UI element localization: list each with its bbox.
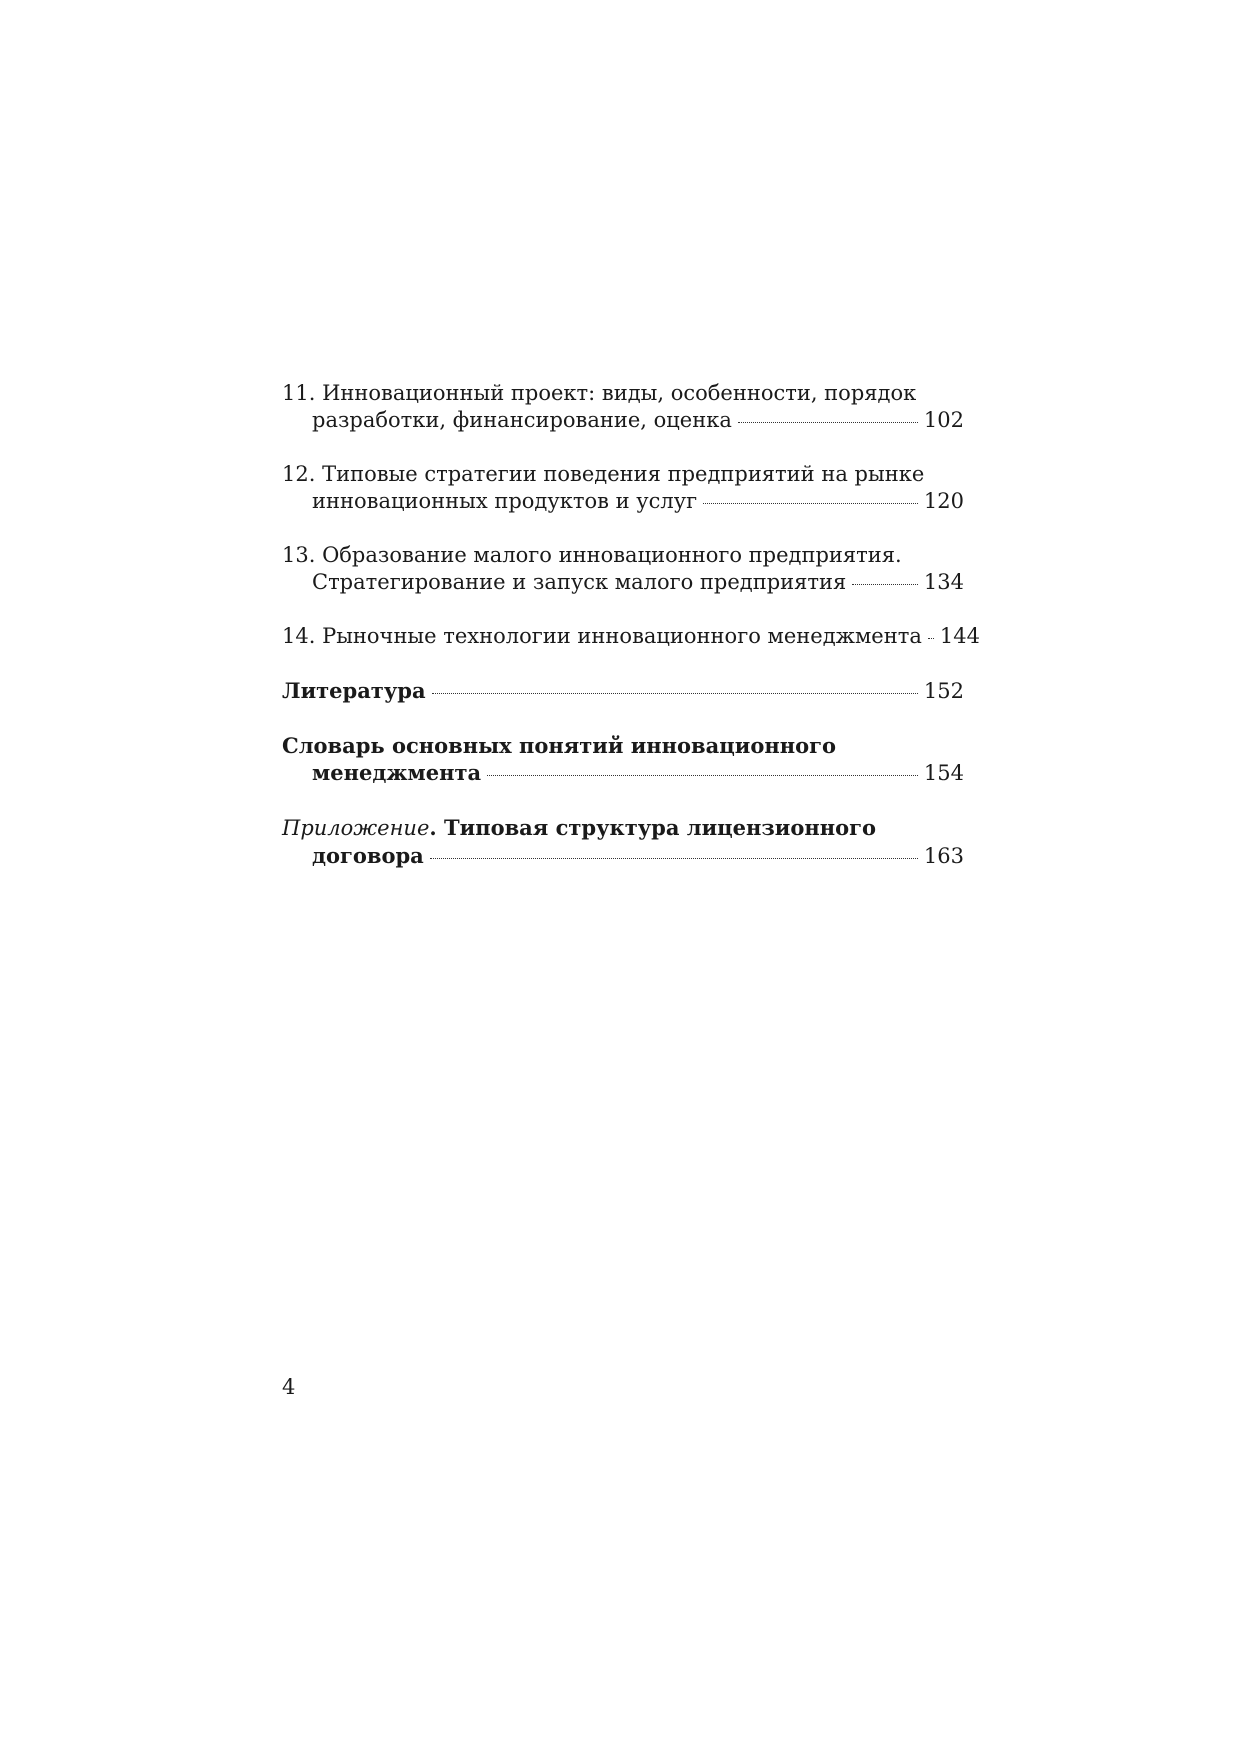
dot-leader — [852, 584, 918, 585]
toc-entry-title — [282, 814, 876, 842]
toc-entry-title: 13. Образование малого инновационного предприятия. — [282, 543, 902, 567]
toc-entry-chapter-11[interactable] — [282, 380, 964, 434]
toc-entry-title-continuation: менеджмента — [312, 760, 482, 785]
toc-page-number: 154 — [923, 761, 964, 785]
toc-entry-line — [282, 732, 964, 759]
toc-entry-appendix[interactable] — [282, 814, 964, 870]
dot-leader — [432, 693, 918, 694]
toc-page-number: 120 — [923, 489, 964, 513]
dot-leader — [928, 638, 934, 639]
toc-entry-glossary[interactable] — [282, 732, 964, 787]
toc-entry-line — [282, 677, 964, 705]
dot-leader — [703, 503, 918, 504]
toc-entry-title-continuation: разработки, финансирование, оценка — [312, 408, 732, 432]
page-number: 4 — [282, 1375, 296, 1399]
toc-entry-chapter-12[interactable] — [282, 461, 964, 515]
toc-entry-line — [282, 488, 964, 515]
toc-entry-literature[interactable] — [282, 677, 964, 705]
toc-entry-line — [282, 842, 964, 870]
toc-entry-title: 14. Рыночные технологии инновационного менеджмента — [282, 624, 922, 648]
toc-entry-title: 12. Типовые стратегии поведения предприятий на рынке — [282, 462, 925, 486]
toc-page-number: 102 — [923, 408, 964, 432]
toc-entry-line — [282, 759, 964, 787]
toc-page-number: 144 — [939, 624, 980, 648]
toc-entry-line — [282, 380, 964, 407]
toc-entry-title-continuation: инновационных продуктов и услуг — [312, 489, 698, 513]
toc-entry-chapter-13[interactable] — [282, 542, 964, 596]
toc-entry-line — [282, 623, 980, 650]
toc-entry-title-rest: . Типовая структура лицензионного — [429, 815, 876, 840]
toc-entry-title: 11. Инновационный проект: виды, особенности, порядок — [282, 381, 917, 405]
table-of-contents — [282, 380, 980, 897]
toc-entry-title: Словарь основных понятий инновационного — [282, 733, 836, 758]
toc-entry-title: Литература — [282, 678, 426, 703]
toc-entry-line — [282, 407, 964, 434]
toc-page-number: 134 — [923, 570, 964, 594]
toc-entry-chapter-14[interactable] — [282, 623, 980, 650]
toc-page-number: 163 — [923, 844, 964, 868]
toc-entry-line — [282, 814, 964, 842]
dot-leader — [487, 775, 918, 776]
toc-entry-title-continuation: договора — [312, 843, 424, 868]
toc-entry-title-continuation: Стратегирование и запуск малого предприятия — [312, 570, 847, 594]
toc-entry-line — [282, 461, 964, 488]
toc-entry-prefix-italic: Приложение — [282, 816, 430, 840]
dot-leader — [738, 422, 918, 423]
dot-leader — [430, 858, 918, 859]
toc-entry-line — [282, 569, 964, 596]
toc-entry-line — [282, 542, 964, 569]
toc-page-number: 152 — [923, 679, 964, 703]
